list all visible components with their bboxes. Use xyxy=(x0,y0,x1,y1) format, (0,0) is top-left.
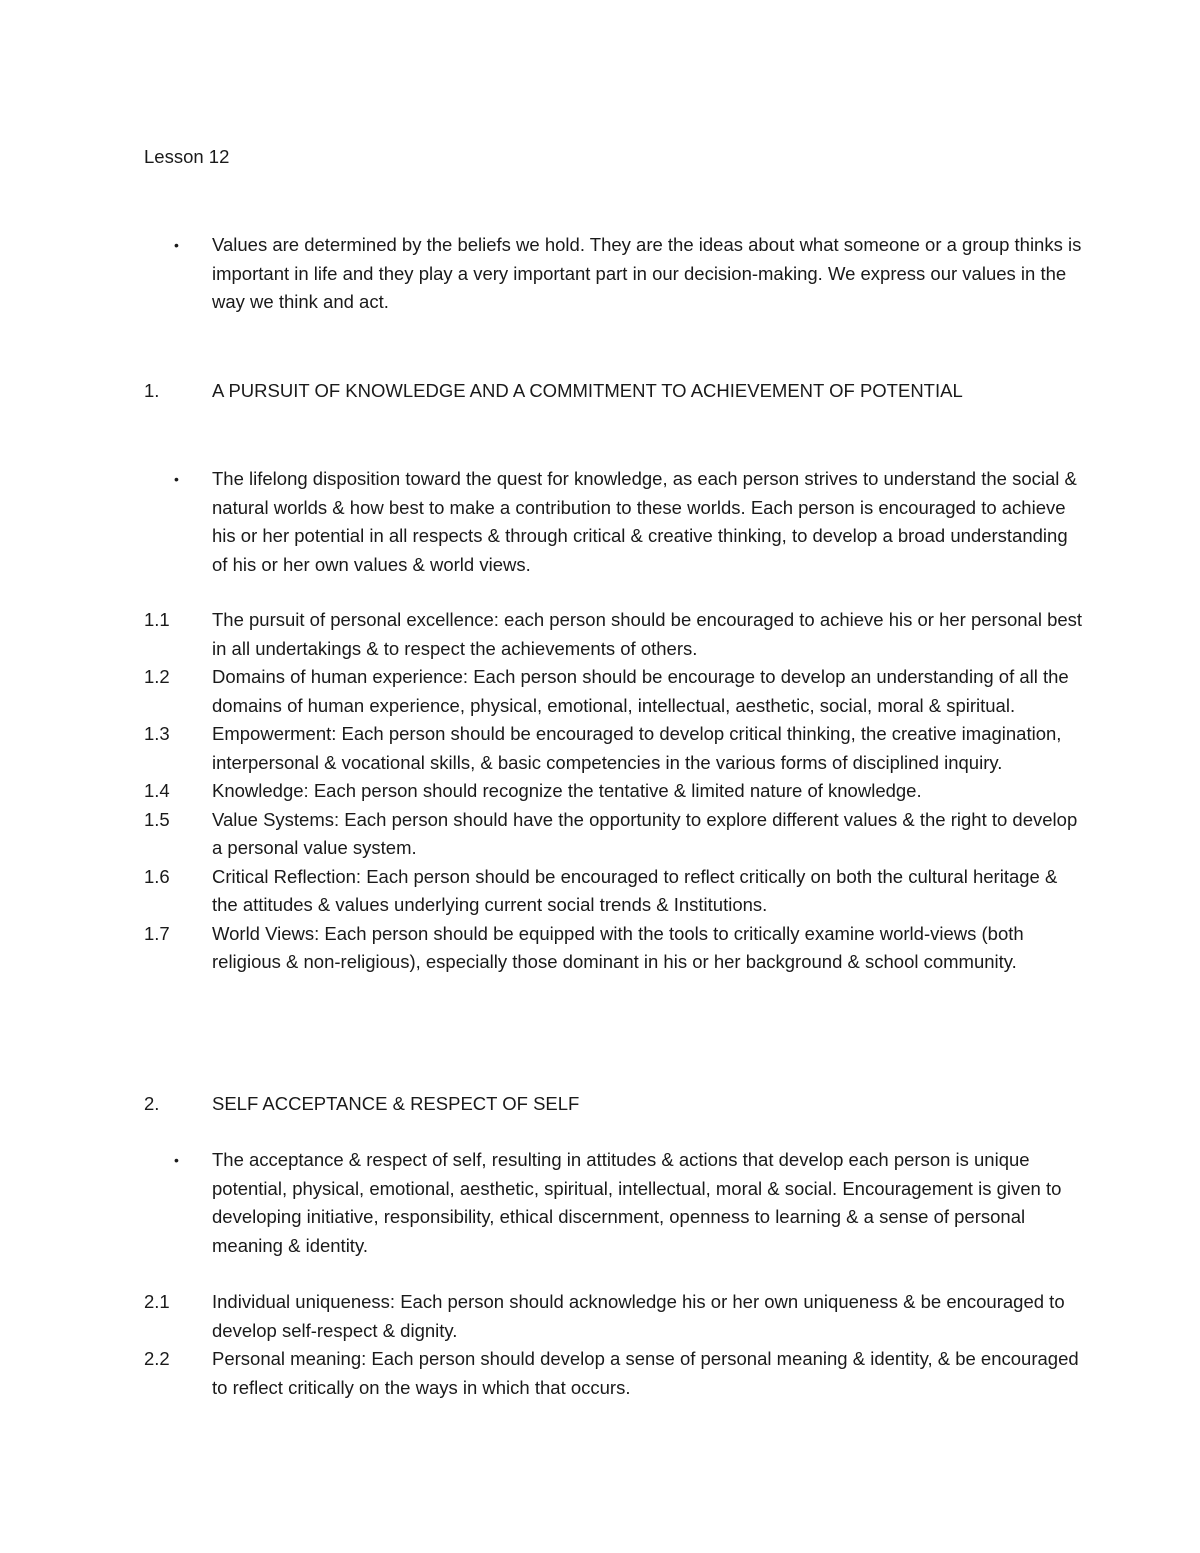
item-text: Personal meaning: Each person should develop a sense of personal meaning & identity, & be encouraged to reflect critically on the ways in which that occurs. xyxy=(212,1348,1079,1398)
item-number: 2.2 xyxy=(144,1348,170,1369)
intro-bullet-text: Values are determined by the beliefs we hold. They are the ideas about what someone or a group thinks is important in life and they play a very important part in our decision-making. We express our values in the way we think and act. xyxy=(212,234,1082,312)
section-1-items xyxy=(144,606,1084,977)
item-text: Knowledge: Each person should recognize the tentative & limited nature of knowledge. xyxy=(212,780,922,801)
section-2-bullet-text: The acceptance & respect of self, resulting in attitudes & actions that develop each person is unique potential, physical, emotional, aesthetic, spiritual, intellectual, moral & social. Encouragement is given to developing initiative, responsibility, ethical discernment, openness to learning & a sense of personal meaning & identity. xyxy=(212,1149,1062,1256)
item-text: The pursuit of personal excellence: each person should be encouraged to achieve his or her personal best in all undertakings & to respect the achievements of others. xyxy=(212,609,1083,659)
item-number: 1.3 xyxy=(144,723,170,744)
section-2-heading xyxy=(144,1090,1084,1119)
bullet-marker: • xyxy=(174,237,179,253)
item-text: Critical Reflection: Each person should be encouraged to reflect critically on both the cultural heritage & the attitudes & values underlying current social trends & Institutions. xyxy=(212,865,1058,915)
item-number: 1.5 xyxy=(144,808,170,830)
list-item xyxy=(144,863,1084,920)
item-number: 1.7 xyxy=(144,922,170,944)
list-item xyxy=(144,720,1084,777)
item-text: Value Systems: Each person should have the opportunity to explore different values & the right to develop a personal value system. xyxy=(212,808,1078,858)
item-number: 1.2 xyxy=(144,666,170,687)
list-item xyxy=(144,1345,1084,1402)
item-text: Empowerment: Each person should be encouraged to develop critical thinking, the creative imagination, interpersonal & vocational skills, & basic competencies in the various forms of disciplined inquiry. xyxy=(212,723,1062,773)
section-1-heading xyxy=(144,377,1084,406)
section-1-number: 1. xyxy=(144,380,160,401)
bullet-marker: • xyxy=(174,1152,179,1168)
list-item xyxy=(144,806,1084,863)
item-number: 1.6 xyxy=(144,865,170,887)
section-2-items xyxy=(144,1288,1084,1402)
section-1-bullet-text: The lifelong disposition toward the quest for knowledge, as each person strives to understand the social & natural worlds & how best to make a contribution to these worlds. Each person is encouraged to achieve his or her potential in all respects & through critical & creative thinking, to develop a broad understanding of his or her own values & world views. xyxy=(212,468,1077,575)
section-2-heading-text: SELF ACCEPTANCE & RESPECT OF SELF xyxy=(212,1093,580,1114)
item-text: World Views: Each person should be equipped with the tools to critically examine world-views (both religious & non-religious), especially those dominant in his or her background & school community. xyxy=(212,922,1024,972)
list-item xyxy=(144,663,1084,720)
section-1-bullet xyxy=(144,465,1084,579)
list-item xyxy=(144,606,1084,663)
section-2-number: 2. xyxy=(144,1093,160,1114)
list-item xyxy=(144,1288,1084,1345)
section-1-heading-text: A PURSUIT OF KNOWLEDGE AND A COMMITMENT TO ACHIEVEMENT OF POTENTIAL xyxy=(212,380,963,401)
list-item xyxy=(144,920,1084,977)
section-2-bullet xyxy=(144,1146,1084,1260)
intro-bullet xyxy=(144,231,1084,317)
lesson-title: Lesson 12 xyxy=(144,146,230,167)
item-number: 1.4 xyxy=(144,780,170,801)
item-number: 1.1 xyxy=(144,609,170,630)
bullet-marker: • xyxy=(174,471,179,487)
item-text: Individual uniqueness: Each person should acknowledge his or her own uniqueness & be encouraged to develop self-respect & dignity. xyxy=(212,1291,1065,1341)
item-text: Domains of human experience: Each person should be encourage to develop an understanding of all the domains of human experience, physical, emotional, intellectual, aesthetic, social, moral & spiritual. xyxy=(212,666,1069,716)
list-item xyxy=(144,777,1084,806)
item-number: 2.1 xyxy=(144,1291,170,1312)
